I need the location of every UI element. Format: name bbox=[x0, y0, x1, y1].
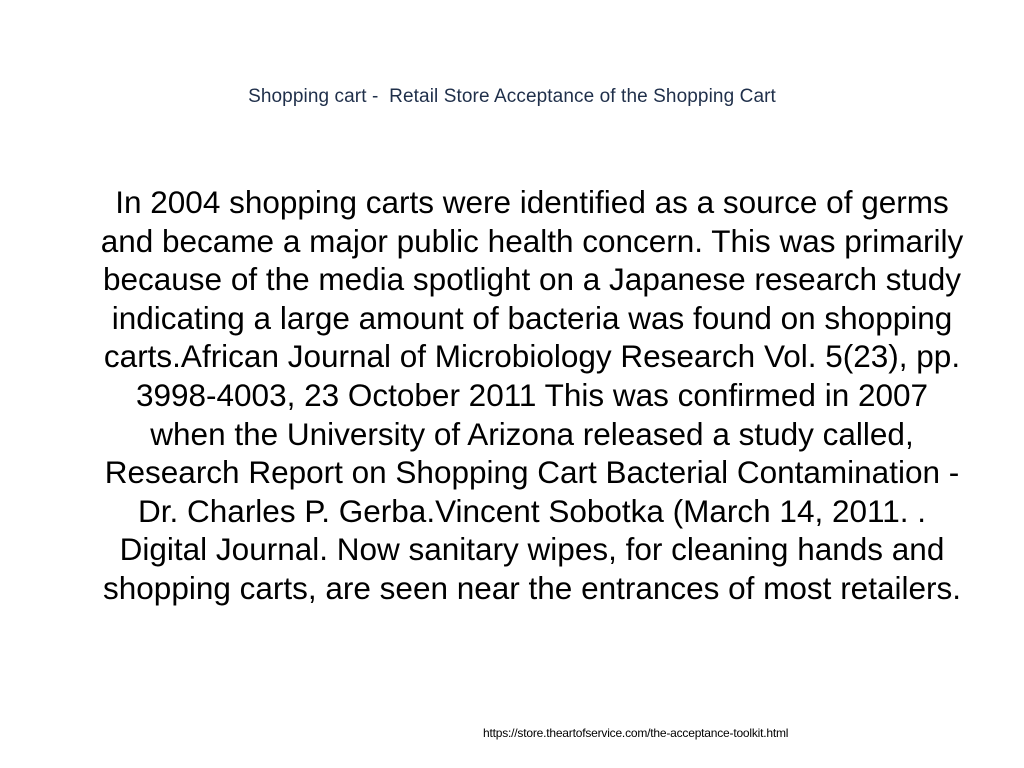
source-url-link[interactable]: https://store.theartofservice.com/the-acceptance-toolkit.html bbox=[483, 726, 789, 740]
slide-body-text: In 2004 shopping carts were identified as a source of germs and became a major public health concern. This was primarily because of the media spotlight on a Japanese research study indicating a large amount of bacteria was found on shopping carts.African Journal of Microbiology Research Vol. 5(23), pp. 3998-4003, 23 October 2011 This was confirmed in 2007 when the University of Arizona released a study called, Research Report on Shopping Cart Bacterial Contamination - Dr. Charles P. Gerba.Vincent Sobotka (March 14, 2011. . Digital Journal. Now sanitary wipes, for cleaning hands and shopping carts, are seen near the entrances of most retailers. bbox=[100, 184, 964, 606]
slide-title: Shopping cart - Retail Store Acceptance of the Shopping Cart bbox=[248, 86, 776, 107]
